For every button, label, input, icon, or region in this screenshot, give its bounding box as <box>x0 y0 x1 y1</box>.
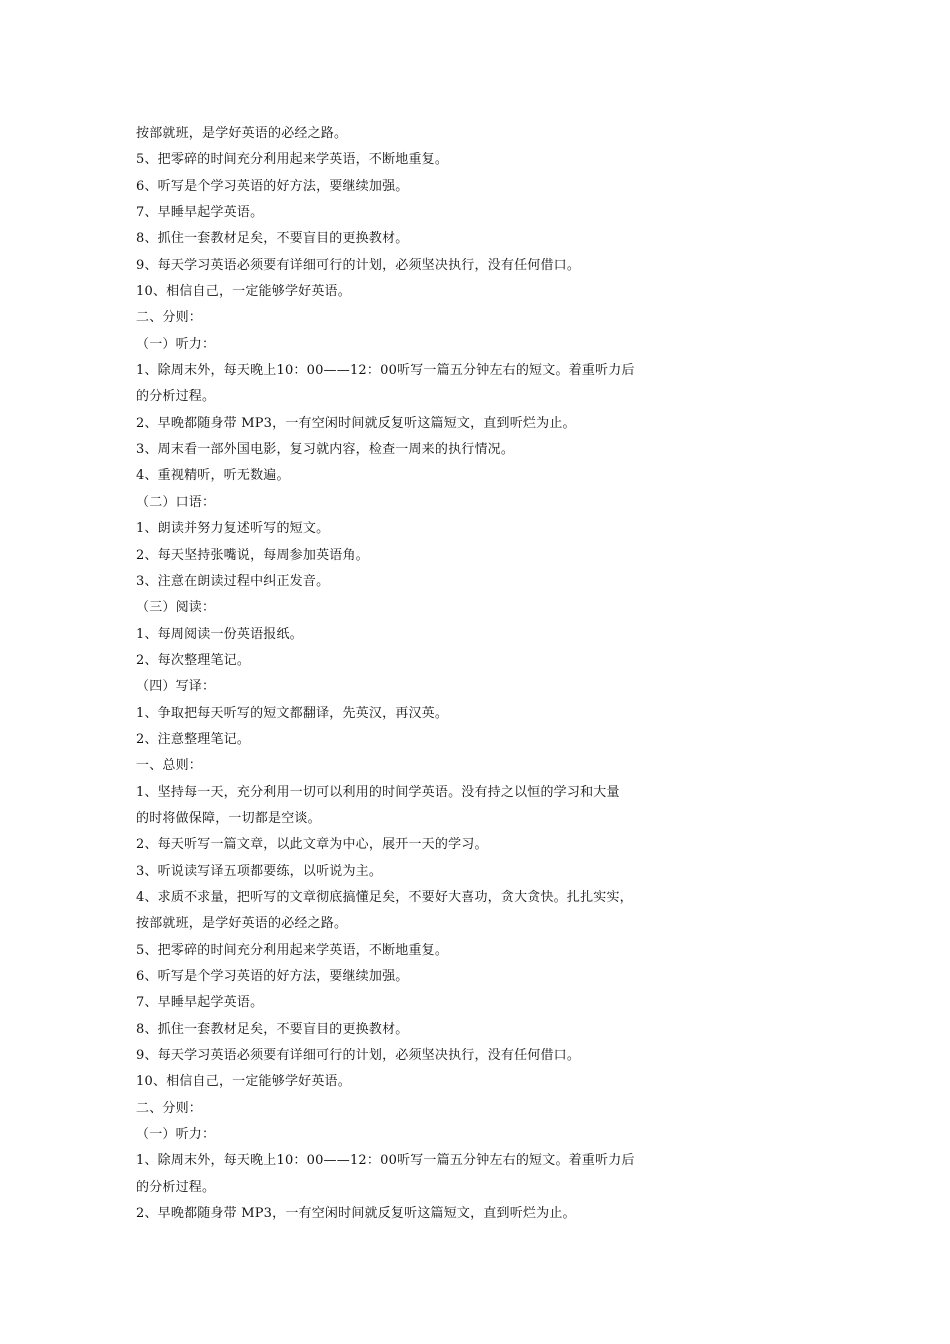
text-line: 9、每天学习英语必须要有详细可行的计划，必须坚决执行，没有任何借口。 <box>136 257 581 273</box>
text-line: 的分析过程。 <box>136 389 216 405</box>
section-heading: 二、分则： <box>136 310 203 326</box>
text-line: 7、早睡早起学英语。 <box>136 205 264 221</box>
section-heading: 二、分则： <box>136 1100 203 1116</box>
subsection-heading: （四）写译： <box>136 679 216 695</box>
text-line: 1、争取把每天听写的短文都翻译，先英汉，再汉英。 <box>136 705 449 721</box>
text-line: 按部就班，是学好英语的必经之路。 <box>136 126 348 141</box>
text-line: 2、每次整理笔记。 <box>136 652 251 668</box>
text-line: 4、求质不求量，把听写的文章彻底搞懂足矣，不要好大喜功，贪大贪快。扎扎实实， <box>136 889 633 905</box>
text-line: 9、每天学习英语必须要有详细可行的计划，必须坚决执行，没有任何借口。 <box>136 1048 581 1064</box>
text-line: 2、早晚都随身带 MP3，一有空闲时间就反复听这篇短文，直到听烂为止。 <box>136 1206 576 1222</box>
text-line: 3、注意在朗读过程中纠正发音。 <box>136 573 330 589</box>
text-line: 的时将做保障，一切都是空谈。 <box>136 810 321 826</box>
text-line: 3、周末看一部外国电影，复习就内容，检查一周来的执行情况。 <box>136 442 515 458</box>
text-line: 1、除周末外，每天晚上10：00——12：00听写一篇五分钟左右的短文。着重听力后 <box>136 363 635 379</box>
text-line: 1、朗读并努力复述听写的短文。 <box>136 521 330 537</box>
text-line: 8、抓住一套教材足矣，不要盲目的更换教材。 <box>136 1021 409 1037</box>
subsection-heading: （一）听力： <box>136 1127 216 1143</box>
text-line: 的分析过程。 <box>136 1179 216 1195</box>
text-line: 2、每天听写一篇文章，以此文章为中心，展开一天的学习。 <box>136 837 488 853</box>
text-line: 1、坚持每一天，充分利用一切可以利用的时间学英语。没有持之以恒的学习和大量 <box>136 784 620 800</box>
document-text <box>136 121 676 1227</box>
text-line: 10、相信自己，一定能够学好英语。 <box>136 284 351 300</box>
subsection-heading: （三）阅读： <box>136 600 216 616</box>
text-line: 4、重视精听，听无数遍。 <box>136 468 290 484</box>
subsection-heading: （一）听力： <box>136 336 216 352</box>
text-line: 5、把零碎的时间充分利用起来学英语，不断地重复。 <box>136 942 449 958</box>
text-line: 6、听写是个学习英语的好方法，要继续加强。 <box>136 178 409 194</box>
text-line: 5、把零碎的时间充分利用起来学英语，不断地重复。 <box>136 152 449 168</box>
text-line: 8、抓住一套教材足矣，不要盲目的更换教材。 <box>136 231 409 247</box>
subsection-heading: （二）口语： <box>136 494 216 510</box>
text-line: 7、早睡早起学英语。 <box>136 995 264 1011</box>
section-heading: 一、总则： <box>136 758 203 774</box>
text-line: 2、注意整理笔记。 <box>136 731 251 747</box>
text-line: 1、除周末外，每天晚上10：00——12：00听写一篇五分钟左右的短文。着重听力后 <box>136 1153 635 1169</box>
text-line: 按部就班，是学好英语的必经之路。 <box>136 916 348 932</box>
text-line: 3、听说读写译五项都要练，以听说为主。 <box>136 863 383 879</box>
text-line: 1、每周阅读一份英语报纸。 <box>136 626 303 642</box>
text-line: 2、每天坚持张嘴说，每周参加英语角。 <box>136 547 369 563</box>
text-line: 10、相信自己，一定能够学好英语。 <box>136 1074 351 1090</box>
text-line: 6、听写是个学习英语的好方法，要继续加强。 <box>136 969 409 984</box>
text-line: 2、早晚都随身带 MP3，一有空闲时间就反复听这篇短文，直到听烂为止。 <box>136 415 576 431</box>
